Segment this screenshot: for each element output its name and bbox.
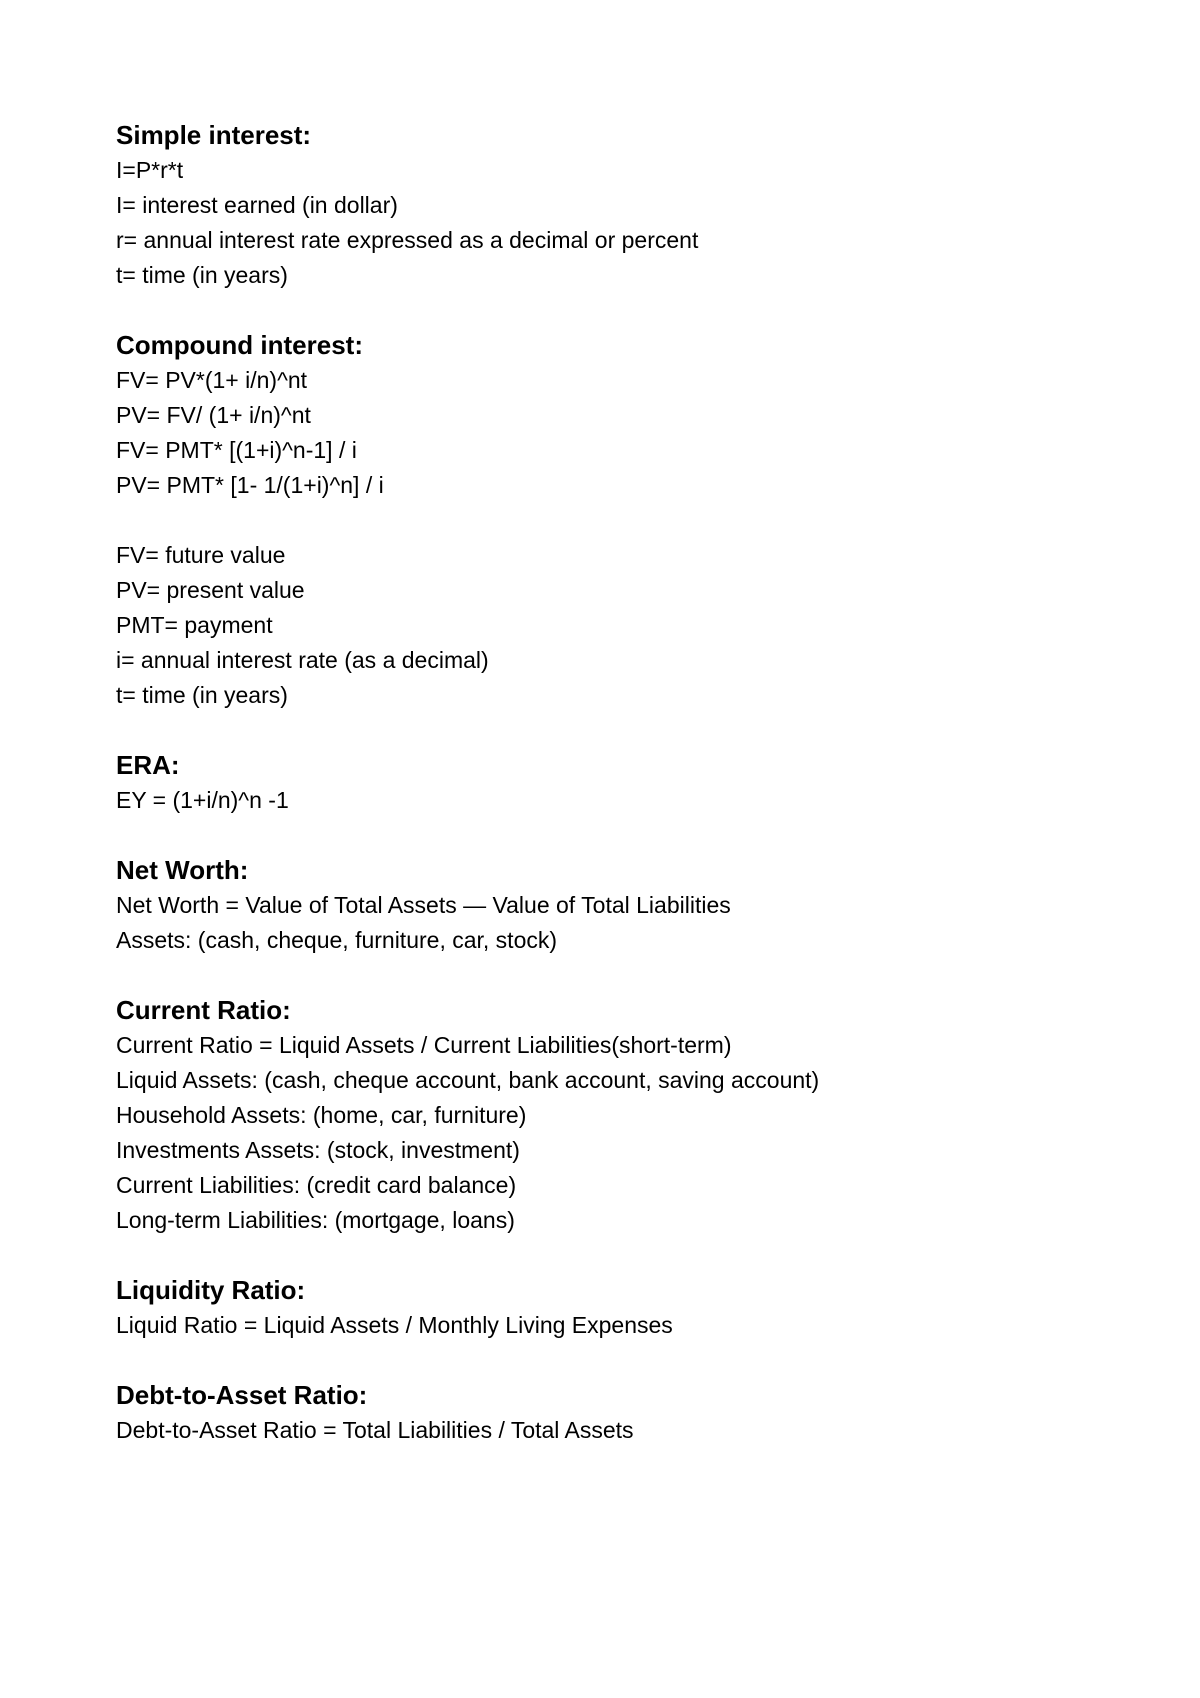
section-heading: Compound interest: xyxy=(116,330,363,360)
definition-line: I= interest earned (in dollar) xyxy=(116,192,398,218)
definition-line: Liquid Assets: (cash, cheque account, bank account, saving account) xyxy=(116,1067,820,1093)
section-compound-interest xyxy=(116,328,1116,713)
section-simple-interest xyxy=(116,118,1116,293)
section-heading: Liquidity Ratio: xyxy=(116,1275,306,1305)
definition-line: Long-term Liabilities: (mortgage, loans) xyxy=(116,1207,515,1233)
definition-line: t= time (in years) xyxy=(116,262,288,288)
section-heading: ERA: xyxy=(116,750,180,780)
definition-line: FV= future value xyxy=(116,542,286,568)
formula-line: EY = (1+i/n)^n -1 xyxy=(116,787,289,813)
definition-line: PV= present value xyxy=(116,577,305,603)
section-current-ratio xyxy=(116,993,1116,1238)
formula-line: FV= PMT* [(1+i)^n-1] / i xyxy=(116,437,357,463)
definition-line: r= annual interest rate expressed as a decimal or percent xyxy=(116,227,699,253)
blank-line xyxy=(116,503,1116,538)
section-heading: Simple interest: xyxy=(116,120,312,150)
document-page xyxy=(116,118,1116,1448)
formula-line: Current Ratio = Liquid Assets / Current Liabilities(short-term) xyxy=(116,1032,732,1058)
definition-line: Investments Assets: (stock, investment) xyxy=(116,1137,520,1163)
section-net-worth xyxy=(116,853,1116,958)
section-heading: Debt-to-Asset Ratio: xyxy=(116,1380,368,1410)
definition-line: t= time (in years) xyxy=(116,682,288,708)
formula-line: Liquid Ratio = Liquid Assets / Monthly Living Expenses xyxy=(116,1312,673,1338)
definition-line: PMT= payment xyxy=(116,612,273,638)
section-liquidity-ratio xyxy=(116,1273,1116,1343)
formula-line: Net Worth = Value of Total Assets — Value of Total Liabilities xyxy=(116,892,731,918)
definition-line: Household Assets: (home, car, furniture) xyxy=(116,1102,527,1128)
formula-line: I=P*r*t xyxy=(116,157,184,183)
definition-line: Current Liabilities: (credit card balance) xyxy=(116,1172,517,1198)
section-heading: Net Worth: xyxy=(116,855,249,885)
section-era xyxy=(116,748,1116,818)
formula-line: PV= FV/ (1+ i/n)^nt xyxy=(116,402,311,428)
formula-line: Debt-to-Asset Ratio = Total Liabilities / Total Assets xyxy=(116,1417,634,1443)
definition-line: Assets: (cash, cheque, furniture, car, stock) xyxy=(116,927,558,953)
section-debt-to-asset-ratio xyxy=(116,1378,1116,1448)
formula-line: FV= PV*(1+ i/n)^nt xyxy=(116,367,308,393)
definition-line: i= annual interest rate (as a decimal) xyxy=(116,647,489,673)
section-heading: Current Ratio: xyxy=(116,995,291,1025)
formula-line: PV= PMT* [1- 1/(1+i)^n] / i xyxy=(116,472,384,498)
